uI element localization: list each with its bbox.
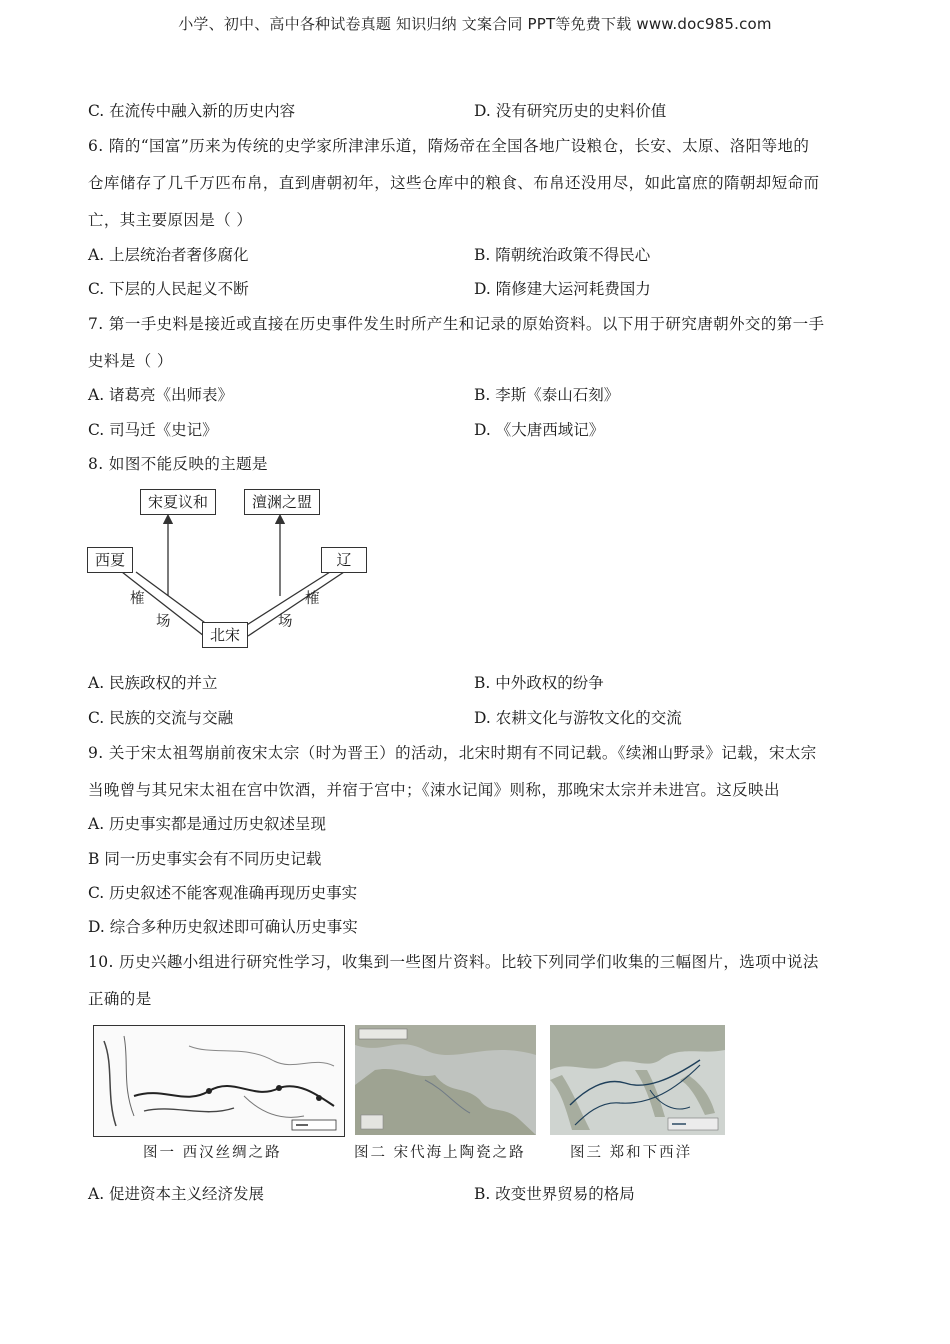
figure-1-silk-road-map [93, 1025, 345, 1137]
q8-stem-line1: 8. 如图不能反映的主题是 [88, 455, 268, 473]
figure-2-caption: 图二 宋代海上陶瓷之路 [354, 1145, 526, 1161]
q9-option-c: C. 历史叙述不能客观准确再现历史事实 [88, 884, 358, 902]
label-que-left: 榷 [130, 591, 145, 607]
q8-option-d: D. 农耕文化与游牧文化的交流 [474, 709, 682, 727]
q7-option-a: A. 诸葛亮《出师表》 [88, 386, 234, 404]
q9-stem-line1: 9. 关于宋太祖驾崩前夜宋太宗（时为晋王）的活动，北宋时期有不同记载。《续湘山野录》记载，宋太宗 [88, 744, 817, 762]
q7-option-d: D. 《大唐西域记》 [474, 421, 605, 439]
q6-stem-line3: 亡，其主要原因是（ ） [88, 211, 253, 229]
silk-road-map-drawing [94, 1026, 344, 1136]
q10-stem-line1: 10. 历史兴趣小组进行研究性学习，收集到一些图片资料。比较下列同学们收集的三幅图片，选项中说法 [88, 953, 819, 971]
q9-option-a: A. 历史事实都是通过历史叙述呈现 [88, 815, 327, 833]
box-xixia: 西夏 [87, 547, 133, 573]
q8-diagram [86, 486, 376, 652]
q6-stem-line1: 6. 隋的“国富”历来为传统的史学家所津津乐道，隋炀帝在全国各地广设粮仓，长安、太原、洛阳等地的 [88, 137, 810, 155]
maritime-map-drawing [355, 1025, 536, 1135]
q8-option-a: A. 民族政权的并立 [88, 674, 218, 692]
q6-option-c: C. 下层的人民起义不断 [88, 280, 249, 298]
q8-option-c: C. 民族的交流与交融 [88, 709, 234, 727]
q6-option-b: B. 隋朝统治政策不得民心 [474, 246, 651, 264]
q9-stem-line2: 当晚曾与其兄宋太祖在宫中饮酒，并宿于宫中；《涑水记闻》则称，那晚宋太宗并未进宫。这反映出 [88, 781, 780, 799]
figure-3-caption: 图三 郑和下西洋 [570, 1145, 693, 1161]
figure-2-maritime-ceramics-map [355, 1025, 536, 1135]
q5-option-d: D. 没有研究历史的史料价值 [474, 102, 667, 120]
q8-option-b: B. 中外政权的纷争 [474, 674, 604, 692]
q7-option-c: C. 司马迁《史记》 [88, 421, 218, 439]
figure-1-caption: 图一 西汉丝绸之路 [143, 1145, 282, 1161]
q7-option-b: B. 李斯《泰山石刻》 [474, 386, 620, 404]
q7-stem-line1: 7. 第一手史料是接近或直接在历史事件发生时所产生和记录的原始资料。以下用于研究唐朝外交的第一手 [88, 315, 825, 333]
q7-stem-line2: 史料是（ ） [88, 352, 173, 370]
q10-stem-line2: 正确的是 [88, 990, 152, 1008]
box-song-xia-peace: 宋夏议和 [140, 489, 216, 515]
q6-option-d: D. 隋修建大运河耗费国力 [474, 280, 651, 298]
q9-option-d: D. 综合多种历史叙述即可确认历史事实 [88, 918, 358, 936]
zheng-he-map-drawing [550, 1025, 725, 1135]
label-chang-left: 场 [156, 614, 171, 630]
q5-option-c: C. 在流传中融入新的历史内容 [88, 102, 296, 120]
q6-stem-line2: 仓库储存了几千万匹布帛，直到唐朝初年，这些仓库中的粮食、布帛还没用尽，如此富庶的隋朝却短命而 [88, 174, 820, 192]
q10-option-b: B. 改变世界贸易的格局 [474, 1185, 635, 1203]
figure-3-zheng-he-map [550, 1025, 725, 1135]
label-chang-right: 场 [278, 614, 293, 630]
label-que-right: 榷 [305, 591, 320, 607]
box-liao: 辽 [321, 547, 367, 573]
q6-option-a: A. 上层统治者奢侈腐化 [88, 246, 249, 264]
box-chanyuan-treaty: 澶渊之盟 [244, 489, 320, 515]
q10-option-a: A. 促进资本主义经济发展 [88, 1185, 265, 1203]
q9-option-b: B 同一历史事实会有不同历史记载 [88, 850, 322, 868]
box-northern-song: 北宋 [202, 622, 248, 648]
page-header: 小学、初中、高中各种试卷真题 知识归纳 文案合同 PPT等免费下载 www.doc985.com [178, 15, 772, 33]
